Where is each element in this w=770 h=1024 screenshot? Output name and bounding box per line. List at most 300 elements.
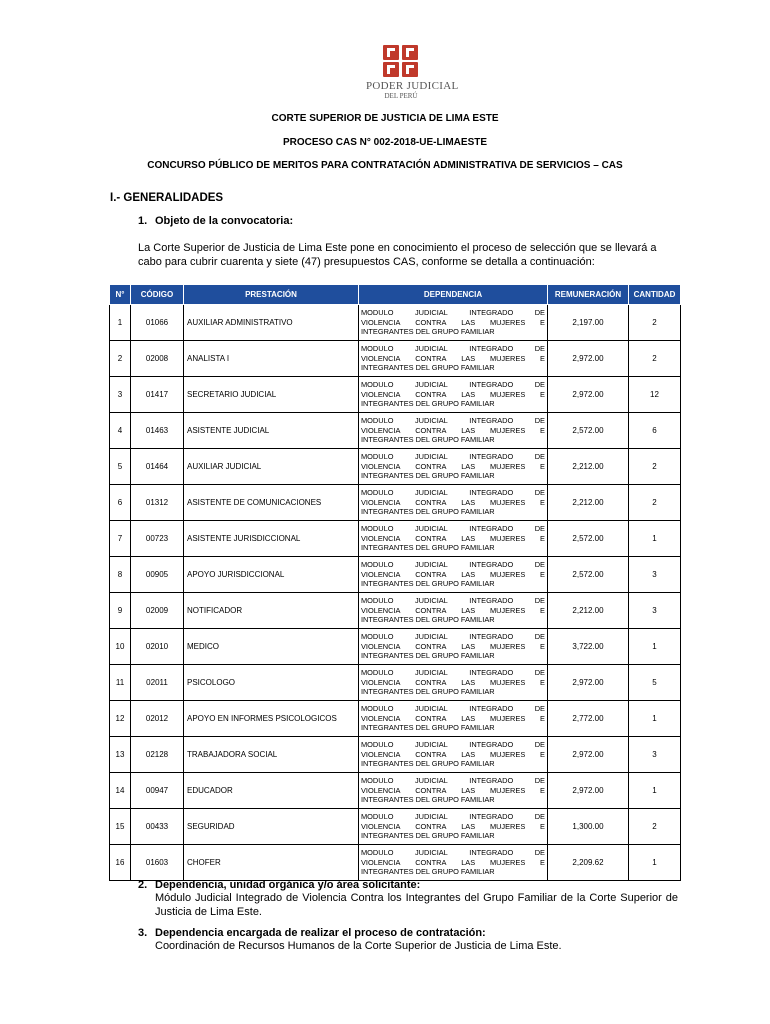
cell-num: 1	[110, 305, 131, 341]
table-row	[110, 521, 681, 557]
dep-word: LAS	[461, 317, 476, 327]
dep-word: JUDICIAL	[414, 380, 448, 390]
dep-word: DE	[534, 308, 545, 318]
dep-word: VIOLENCIA	[361, 425, 401, 435]
cell-code: 01312	[131, 485, 184, 521]
cell-job: ANALISTA I	[184, 341, 359, 377]
dep-word: E	[540, 713, 545, 723]
cell-dependency	[359, 773, 548, 809]
cell-pay: 2,197.00	[548, 305, 629, 341]
dep-word: MUJERES	[489, 425, 526, 435]
dep-word: JUDICIAL	[414, 416, 448, 426]
logo-name: PODER JUDICIAL	[366, 80, 459, 92]
dep-word: MUJERES	[489, 317, 526, 327]
dep-word: MODULO	[361, 632, 394, 642]
table-row	[110, 845, 681, 881]
dep-word: MUJERES	[489, 533, 526, 543]
dep-word: DE	[534, 776, 545, 786]
dep-word: VIOLENCIA	[361, 785, 401, 795]
dep-word: DE	[534, 560, 545, 570]
cell-num: 5	[110, 449, 131, 485]
cell-job: PSICOLOGO	[184, 665, 359, 701]
dep-word: CONTRA	[415, 569, 447, 579]
dep-word: LAS	[461, 353, 476, 363]
dep-word: JUDICIAL	[414, 704, 448, 714]
dep-word: MUJERES	[489, 785, 526, 795]
dep-line3: INTEGRANTES DEL GRUPO FAMILIAR	[361, 363, 495, 373]
dep-word: JUDICIAL	[414, 344, 448, 354]
cell-num: 10	[110, 629, 131, 665]
positions-table	[109, 284, 681, 881]
dep-word: VIOLENCIA	[361, 497, 401, 507]
dep-word: INTEGRADO	[469, 560, 514, 570]
item2-text: Módulo Judicial Integrado de Violencia Contra los Integrantes del Grupo Familiar de la Corte Superior de Justicia de Lima Este.	[155, 892, 678, 918]
dep-word: INTEGRADO	[469, 740, 514, 750]
cell-dependency	[359, 341, 548, 377]
dep-line3: INTEGRANTES DEL GRUPO FAMILIAR	[361, 867, 495, 877]
dep-word: VIOLENCIA	[361, 677, 401, 687]
table-row	[110, 737, 681, 773]
cell-qty: 1	[629, 701, 681, 737]
dep-word: LAS	[461, 605, 476, 615]
dep-word: CONTRA	[415, 677, 447, 687]
dep-word: INTEGRADO	[469, 380, 514, 390]
cell-num: 9	[110, 593, 131, 629]
dep-line3: INTEGRANTES DEL GRUPO FAMILIAR	[361, 759, 495, 769]
cell-qty: 6	[629, 413, 681, 449]
dep-word: VIOLENCIA	[361, 317, 401, 327]
dep-word: LAS	[461, 785, 476, 795]
dep-word: E	[540, 353, 545, 363]
cell-job: AUXILIAR JUDICIAL	[184, 449, 359, 485]
cell-code: 00947	[131, 773, 184, 809]
cell-num: 11	[110, 665, 131, 701]
table-row	[110, 449, 681, 485]
dep-word: MODULO	[361, 776, 394, 786]
dep-word: CONTRA	[415, 353, 447, 363]
cell-job: AUXILIAR ADMINISTRATIVO	[184, 305, 359, 341]
dep-word: DE	[534, 488, 545, 498]
dep-word: CONTRA	[415, 821, 447, 831]
cell-dependency	[359, 449, 548, 485]
cell-code: 02128	[131, 737, 184, 773]
dep-word: E	[540, 857, 545, 867]
cell-qty: 1	[629, 521, 681, 557]
dep-word: CONTRA	[415, 641, 447, 651]
item1-title: Objeto de la convocatoria:	[155, 215, 294, 227]
cell-pay: 3,722.00	[548, 629, 629, 665]
dep-line3: INTEGRANTES DEL GRUPO FAMILIAR	[361, 723, 495, 733]
table-row	[110, 341, 681, 377]
cell-num: 16	[110, 845, 131, 881]
item1-number: 1.	[138, 215, 148, 227]
dep-line3: INTEGRANTES DEL GRUPO FAMILIAR	[361, 507, 495, 517]
dep-word: MUJERES	[489, 569, 526, 579]
cell-qty: 2	[629, 485, 681, 521]
cell-qty: 2	[629, 305, 681, 341]
dep-word: VIOLENCIA	[361, 641, 401, 651]
cell-code: 00723	[131, 521, 184, 557]
section-title: I.- GENERALIDADES	[110, 192, 224, 204]
cell-pay: 2,212.00	[548, 593, 629, 629]
cell-dependency	[359, 845, 548, 881]
dep-word: DE	[534, 344, 545, 354]
col-pay: REMUNERACIÓN	[548, 285, 629, 305]
cell-qty: 2	[629, 341, 681, 377]
court-title: CORTE SUPERIOR DE JUSTICIA DE LIMA ESTE	[271, 113, 499, 124]
dep-word: VIOLENCIA	[361, 857, 401, 867]
table-header-row	[110, 285, 681, 305]
cell-num: 7	[110, 521, 131, 557]
cell-num: 6	[110, 485, 131, 521]
dep-word: LAS	[461, 533, 476, 543]
dep-word: LAS	[461, 641, 476, 651]
dep-word: E	[540, 317, 545, 327]
dep-word: E	[540, 569, 545, 579]
cell-job: ASISTENTE JURISDICCIONAL	[184, 521, 359, 557]
dep-word: E	[540, 533, 545, 543]
col-job: PRESTACIÓN	[184, 285, 359, 305]
table-row	[110, 593, 681, 629]
cell-dependency	[359, 305, 548, 341]
dep-word: MUJERES	[489, 713, 526, 723]
dep-word: LAS	[461, 749, 476, 759]
dep-word: MODULO	[361, 308, 394, 318]
dep-word: DE	[534, 704, 545, 714]
dep-word: DE	[534, 452, 545, 462]
dep-word: MODULO	[361, 524, 394, 534]
dep-word: JUDICIAL	[414, 812, 448, 822]
dep-word: MODULO	[361, 668, 394, 678]
cell-code: 00905	[131, 557, 184, 593]
dep-word: INTEGRADO	[469, 344, 514, 354]
table-row	[110, 773, 681, 809]
dep-word: JUDICIAL	[414, 524, 448, 534]
item2-title: Dependencia, unidad orgánica y/o área solicitante:	[155, 879, 421, 891]
cell-code: 01463	[131, 413, 184, 449]
dep-word: E	[540, 641, 545, 651]
dep-word: E	[540, 677, 545, 687]
dep-word: LAS	[461, 713, 476, 723]
cell-code: 02010	[131, 629, 184, 665]
dep-word: MODULO	[361, 812, 394, 822]
table-row	[110, 557, 681, 593]
dep-word: CONTRA	[415, 389, 447, 399]
cell-code: 02009	[131, 593, 184, 629]
item1-text: La Corte Superior de Justicia de Lima Este pone en conocimiento el proceso de selección que se llevará a cabo para cubrir cuarenta y siete (47) presupuestos CAS, conforme se detalla a continuación:	[138, 242, 657, 268]
dep-word: LAS	[461, 677, 476, 687]
cell-num: 13	[110, 737, 131, 773]
cell-job: APOYO EN INFORMES PSICOLOGICOS	[184, 701, 359, 737]
item3-heading	[138, 927, 486, 939]
cell-job: APOYO JURISDICCIONAL	[184, 557, 359, 593]
dep-word: DE	[534, 524, 545, 534]
dep-word: VIOLENCIA	[361, 713, 401, 723]
dep-word: MUJERES	[489, 353, 526, 363]
cell-dependency	[359, 665, 548, 701]
dep-word: MODULO	[361, 380, 394, 390]
cell-code: 01417	[131, 377, 184, 413]
cell-job: ASISTENTE DE COMUNICACIONES	[184, 485, 359, 521]
dep-word: LAS	[461, 497, 476, 507]
dep-word: VIOLENCIA	[361, 353, 401, 363]
dep-word: MODULO	[361, 596, 394, 606]
dep-word: INTEGRADO	[469, 704, 514, 714]
dep-word: LAS	[461, 425, 476, 435]
cell-pay: 2,972.00	[548, 341, 629, 377]
cell-dependency	[359, 557, 548, 593]
table-row	[110, 377, 681, 413]
cell-job: TRABAJADORA SOCIAL	[184, 737, 359, 773]
dep-word: E	[540, 821, 545, 831]
dep-word: MODULO	[361, 344, 394, 354]
cell-qty: 5	[629, 665, 681, 701]
cell-pay: 2,972.00	[548, 665, 629, 701]
cell-code: 02011	[131, 665, 184, 701]
cell-code: 01464	[131, 449, 184, 485]
dep-word: E	[540, 389, 545, 399]
cell-qty: 1	[629, 845, 681, 881]
dep-word: CONTRA	[415, 425, 447, 435]
dep-word: MUJERES	[489, 749, 526, 759]
dep-line3: INTEGRANTES DEL GRUPO FAMILIAR	[361, 831, 495, 841]
dep-word: LAS	[461, 857, 476, 867]
poder-judicial-emblem-icon	[381, 44, 421, 78]
dep-word: INTEGRADO	[469, 308, 514, 318]
dep-line3: INTEGRANTES DEL GRUPO FAMILIAR	[361, 543, 495, 553]
dep-word: VIOLENCIA	[361, 569, 401, 579]
dep-word: DE	[534, 596, 545, 606]
dep-word: VIOLENCIA	[361, 821, 401, 831]
dep-word: CONTRA	[415, 461, 447, 471]
dep-word: CONTRA	[415, 317, 447, 327]
cell-qty: 12	[629, 377, 681, 413]
dep-line3: INTEGRANTES DEL GRUPO FAMILIAR	[361, 615, 495, 625]
dep-word: LAS	[461, 821, 476, 831]
dep-word: DE	[534, 812, 545, 822]
dep-word: INTEGRADO	[469, 524, 514, 534]
dep-word: INTEGRADO	[469, 632, 514, 642]
dep-word: VIOLENCIA	[361, 533, 401, 543]
dep-line3: INTEGRANTES DEL GRUPO FAMILIAR	[361, 471, 495, 481]
dep-word: JUDICIAL	[414, 560, 448, 570]
dep-word: JUDICIAL	[414, 488, 448, 498]
dep-word: MUJERES	[489, 497, 526, 507]
dep-word: INTEGRADO	[469, 596, 514, 606]
dep-word: INTEGRADO	[469, 776, 514, 786]
cell-pay: 2,972.00	[548, 377, 629, 413]
cell-pay: 2,212.00	[548, 449, 629, 485]
dep-word: JUDICIAL	[414, 740, 448, 750]
cell-dependency	[359, 521, 548, 557]
cell-qty: 1	[629, 629, 681, 665]
dep-word: E	[540, 461, 545, 471]
dep-line3: INTEGRANTES DEL GRUPO FAMILIAR	[361, 651, 495, 661]
item1-heading	[138, 215, 293, 227]
dep-word: INTEGRADO	[469, 452, 514, 462]
cell-job: ASISTENTE JUDICIAL	[184, 413, 359, 449]
dep-line3: INTEGRANTES DEL GRUPO FAMILIAR	[361, 579, 495, 589]
dep-word: MODULO	[361, 416, 394, 426]
dep-word: LAS	[461, 389, 476, 399]
dep-word: CONTRA	[415, 857, 447, 867]
table-row	[110, 665, 681, 701]
dep-word: MODULO	[361, 452, 394, 462]
cell-qty: 2	[629, 449, 681, 485]
cell-qty: 3	[629, 593, 681, 629]
table-row	[110, 305, 681, 341]
dep-word: MODULO	[361, 560, 394, 570]
dep-word: DE	[534, 632, 545, 642]
dep-word: DE	[534, 848, 545, 858]
cell-qty: 3	[629, 737, 681, 773]
cell-num: 3	[110, 377, 131, 413]
cell-qty: 2	[629, 809, 681, 845]
dep-word: JUDICIAL	[414, 632, 448, 642]
cell-pay: 1,300.00	[548, 809, 629, 845]
dep-word: JUDICIAL	[414, 848, 448, 858]
dep-word: JUDICIAL	[414, 308, 448, 318]
cell-num: 14	[110, 773, 131, 809]
cell-dependency	[359, 737, 548, 773]
dep-word: INTEGRADO	[469, 848, 514, 858]
cell-pay: 2,572.00	[548, 521, 629, 557]
dep-word: INTEGRADO	[469, 668, 514, 678]
dep-word: LAS	[461, 569, 476, 579]
dep-word: E	[540, 785, 545, 795]
dep-word: VIOLENCIA	[361, 389, 401, 399]
dep-word: JUDICIAL	[414, 596, 448, 606]
cell-num: 2	[110, 341, 131, 377]
cell-code: 01603	[131, 845, 184, 881]
poder-judicial-logo	[366, 44, 459, 110]
cell-num: 4	[110, 413, 131, 449]
cell-dependency	[359, 593, 548, 629]
dep-word: CONTRA	[415, 533, 447, 543]
cell-qty: 3	[629, 557, 681, 593]
item3-number: 3.	[138, 927, 148, 939]
item3-title: Dependencia encargada de realizar el proceso de contratación:	[155, 927, 486, 939]
logo-sub: DEL PERÚ	[384, 92, 418, 100]
dep-word: VIOLENCIA	[361, 605, 401, 615]
dep-word: MODULO	[361, 848, 394, 858]
cell-code: 01066	[131, 305, 184, 341]
dep-word: CONTRA	[415, 605, 447, 615]
item2-heading	[138, 879, 420, 891]
dep-word: CONTRA	[415, 785, 447, 795]
cell-code: 02008	[131, 341, 184, 377]
dep-word: DE	[534, 668, 545, 678]
dep-word: JUDICIAL	[414, 452, 448, 462]
cell-pay: 2,212.00	[548, 485, 629, 521]
col-code: CÓDIGO	[131, 285, 184, 305]
dep-line3: INTEGRANTES DEL GRUPO FAMILIAR	[361, 327, 495, 337]
cell-pay: 2,572.00	[548, 557, 629, 593]
cell-job: MEDICO	[184, 629, 359, 665]
table-row	[110, 809, 681, 845]
dep-line3: INTEGRANTES DEL GRUPO FAMILIAR	[361, 687, 495, 697]
cell-pay: 2,772.00	[548, 701, 629, 737]
dep-word: MUJERES	[489, 389, 526, 399]
process-title: PROCESO CAS N° 002-2018-UE-LIMAESTE	[282, 137, 488, 148]
table-row	[110, 413, 681, 449]
cell-pay: 2,972.00	[548, 737, 629, 773]
dep-word: MODULO	[361, 740, 394, 750]
cell-job: CHOFER	[184, 845, 359, 881]
dep-word: E	[540, 425, 545, 435]
cell-job: SEGURIDAD	[184, 809, 359, 845]
item3-text: Coordinación de Recursos Humanos de la Corte Superior de Justicia de Lima Este.	[155, 940, 562, 952]
cell-dependency	[359, 377, 548, 413]
cell-num: 15	[110, 809, 131, 845]
table-row	[110, 701, 681, 737]
item2-number: 2.	[138, 879, 148, 891]
dep-word: E	[540, 749, 545, 759]
dep-line3: INTEGRANTES DEL GRUPO FAMILIAR	[361, 795, 495, 805]
cell-pay: 2,209.62	[548, 845, 629, 881]
table-row	[110, 485, 681, 521]
dep-word: MODULO	[361, 704, 394, 714]
cell-dependency	[359, 629, 548, 665]
dep-word: E	[540, 605, 545, 615]
dep-word: DE	[534, 740, 545, 750]
dep-line3: INTEGRANTES DEL GRUPO FAMILIAR	[361, 399, 495, 409]
cell-num: 12	[110, 701, 131, 737]
table-row	[110, 629, 681, 665]
dep-word: CONTRA	[415, 713, 447, 723]
dep-word: INTEGRADO	[469, 812, 514, 822]
dep-word: VIOLENCIA	[361, 461, 401, 471]
cell-pay: 2,572.00	[548, 413, 629, 449]
cell-job: EDUCADOR	[184, 773, 359, 809]
contest-title: CONCURSO PÚBLICO DE MERITOS PARA CONTRATACIÓN ADMINISTRATIVA DE SERVICIOS – CAS	[147, 160, 623, 171]
cell-job: NOTIFICADOR	[184, 593, 359, 629]
cell-dependency	[359, 809, 548, 845]
col-dependency: DEPENDENCIA	[359, 285, 548, 305]
dep-word: INTEGRADO	[469, 488, 514, 498]
dep-word: MUJERES	[489, 857, 526, 867]
cell-dependency	[359, 701, 548, 737]
dep-word: INTEGRADO	[469, 416, 514, 426]
dep-word: MUJERES	[489, 677, 526, 687]
cell-num: 8	[110, 557, 131, 593]
dep-word: MUJERES	[489, 461, 526, 471]
cell-job: SECRETARIO JUDICIAL	[184, 377, 359, 413]
dep-word: MODULO	[361, 488, 394, 498]
dep-word: CONTRA	[415, 749, 447, 759]
cell-code: 02012	[131, 701, 184, 737]
dep-word: JUDICIAL	[414, 776, 448, 786]
col-qty: CANTIDAD	[629, 285, 681, 305]
dep-word: LAS	[461, 461, 476, 471]
dep-word: VIOLENCIA	[361, 749, 401, 759]
col-num: N°	[110, 285, 131, 305]
dep-word: JUDICIAL	[414, 668, 448, 678]
cell-qty: 1	[629, 773, 681, 809]
dep-word: DE	[534, 416, 545, 426]
dep-word: E	[540, 497, 545, 507]
dep-line3: INTEGRANTES DEL GRUPO FAMILIAR	[361, 435, 495, 445]
dep-word: MUJERES	[489, 641, 526, 651]
cell-pay: 2,972.00	[548, 773, 629, 809]
dep-word: MUJERES	[489, 821, 526, 831]
dep-word: DE	[534, 380, 545, 390]
dep-word: MUJERES	[489, 605, 526, 615]
cell-dependency	[359, 485, 548, 521]
cell-code: 00433	[131, 809, 184, 845]
dep-word: CONTRA	[415, 497, 447, 507]
cell-dependency	[359, 413, 548, 449]
